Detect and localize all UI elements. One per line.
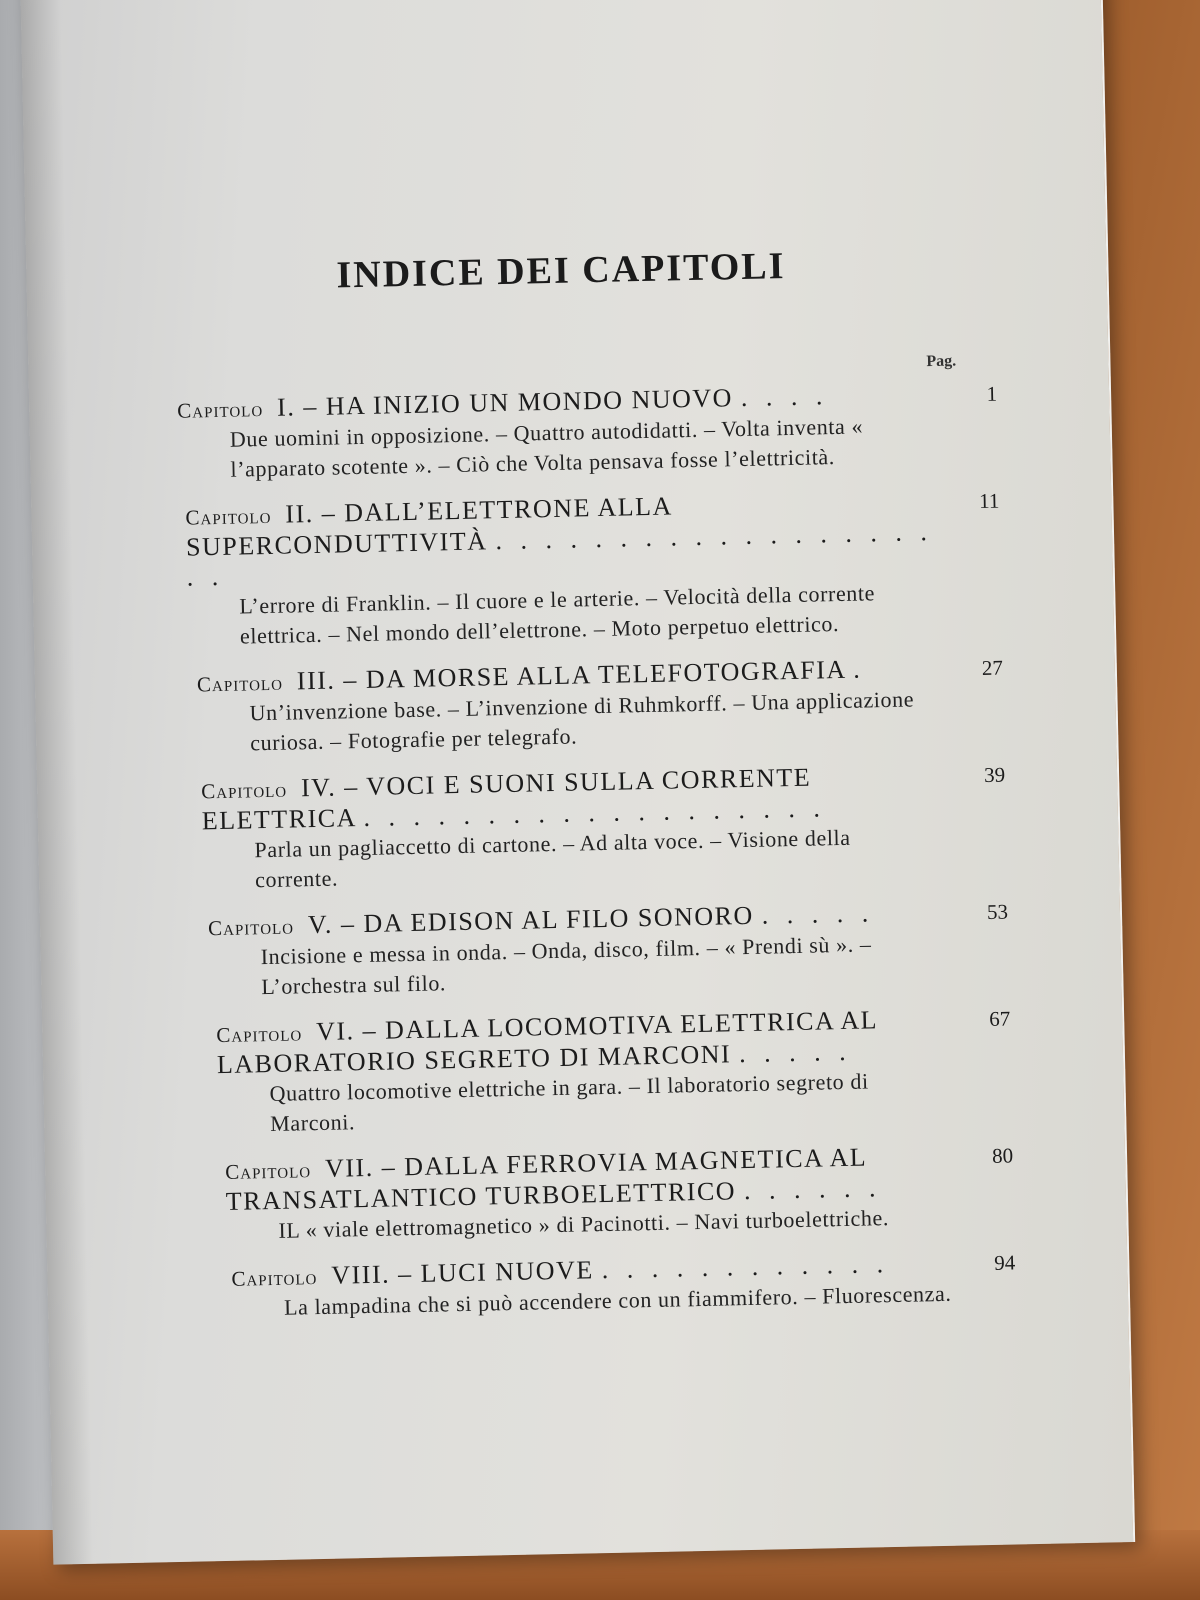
page-number: 94 bbox=[994, 1250, 1016, 1275]
leader-dots: . . . . . . bbox=[743, 1173, 882, 1206]
page-number: 27 bbox=[981, 655, 1004, 681]
chapter-heading: – DALLA FERROVIA MAGNETICA AL TRANSATLANTICO TURBOELETTRICO bbox=[225, 1142, 867, 1216]
chapter-prefix: Capitolo bbox=[224, 1158, 312, 1184]
chapter-number: V. bbox=[307, 909, 334, 940]
chapter-summary: IL « viale elettromagnetico » di Pacinotti. – Navi turboelettriche. bbox=[278, 1205, 890, 1243]
leader-dots: . . . . bbox=[740, 381, 829, 412]
chapter-prefix: Capitolo bbox=[200, 777, 288, 804]
chapter-number: VI. bbox=[315, 1016, 355, 1047]
page-number: 1 bbox=[986, 381, 998, 406]
chapter-number: IV. bbox=[300, 772, 337, 803]
page-number: 11 bbox=[978, 488, 1000, 514]
page-number: 80 bbox=[991, 1143, 1014, 1168]
chapter-prefix: Capitolo bbox=[207, 914, 295, 941]
page-title: INDICE DEI CAPITOLI bbox=[336, 245, 786, 297]
page-number: 67 bbox=[988, 1006, 1011, 1031]
chapter-summary: Incisione e messa in onda. – Onda, disco, film. – « Prendi sù ». – L’orchestra sul filo. bbox=[260, 931, 872, 1000]
leader-dots: . . . . . . . . . . . . bbox=[601, 1249, 890, 1285]
page-column-label: Pag. bbox=[926, 352, 957, 371]
chapter-summary: Un’invenzione base. – L’invenzione di Ruhmkorff. – Una applicazione curiosa. – Fotografie per telegrafo. bbox=[249, 686, 915, 756]
chapter-heading: – DA MORSE ALLA TELEFOTOGRAFIA bbox=[343, 654, 846, 695]
leader-dots: . . . . . bbox=[761, 898, 875, 930]
book-page bbox=[20, 0, 1135, 1565]
toc-entry bbox=[197, 652, 1005, 760]
chapter-number: III. bbox=[296, 665, 336, 696]
toc-entry bbox=[185, 485, 1002, 653]
chapter-prefix: Capitolo bbox=[185, 503, 272, 530]
toc-entry bbox=[231, 1246, 1016, 1323]
table-of-contents bbox=[177, 378, 1017, 1341]
chapter-summary: L’errore di Franklin. – Il cuore e le arterie. – Velocità della corrente elettrica. – Nel mondo dell’elettrone. – Moto perpetuo elettrico. bbox=[239, 580, 876, 649]
chapter-heading: – HA INIZIO UN MONDO NUOVO bbox=[302, 383, 734, 422]
leader-dots: . . . . . bbox=[738, 1036, 852, 1069]
chapter-number: II. bbox=[285, 498, 314, 529]
toc-entry bbox=[177, 378, 999, 486]
chapter-heading: – LUCI NUOVE bbox=[397, 1255, 594, 1289]
toc-entry bbox=[208, 896, 1010, 1004]
chapter-summary: Parla un pagliaccetto di cartone. – Ad alta voce. – Visione della corrente. bbox=[254, 824, 851, 893]
page-number: 53 bbox=[986, 899, 1009, 924]
chapter-prefix: Capitolo bbox=[177, 397, 264, 423]
leader-dots: . . . . . . . . . . . . . . . . . . . bbox=[363, 793, 827, 832]
toc-entry bbox=[201, 759, 1007, 897]
chapter-heading: – DALL’ELETTRONE ALLA SUPERCONDUTTIVITÀ bbox=[185, 491, 672, 562]
chapter-prefix: Capitolo bbox=[216, 1021, 303, 1048]
toc-entry bbox=[225, 1139, 1015, 1246]
chapter-summary: La lampadina che si può accendere con un fiammifero. – Fluorescenza. bbox=[283, 1280, 952, 1320]
chapter-summary: Quattro locomotive elettriche in gara. – Il laboratorio segreto di Marconi. bbox=[269, 1068, 869, 1137]
chapter-prefix: Capitolo bbox=[231, 1265, 318, 1291]
chapter-number: I. bbox=[276, 392, 296, 422]
page-number: 39 bbox=[983, 762, 1006, 787]
leader-dots: . bbox=[852, 654, 867, 684]
leader-dots: . . . . . . . . . . . . . . . . . . . . bbox=[186, 517, 934, 592]
chapter-prefix: Capitolo bbox=[196, 670, 284, 697]
toc-entry bbox=[216, 1002, 1012, 1140]
chapter-number: VII. bbox=[324, 1152, 374, 1183]
chapter-heading: – VOCI E SUONI SULLA CORRENTE ELETTRICA bbox=[201, 762, 812, 836]
chapter-summary: Due uomini in opposizione. – Quattro autodidatti. – Volta inventa « l’apparato scotente ». – Ciò che Volta pensava fosse l’elettricità. bbox=[229, 413, 864, 482]
chapter-heading: – DA EDISON AL FILO SONORO bbox=[340, 900, 754, 939]
chapter-heading: – DALLA LOCOMOTIVA ELETTRICA AL LABORATORIO SEGRETO DI MARCONI bbox=[216, 1005, 878, 1080]
chapter-number: VIII. bbox=[331, 1259, 391, 1290]
